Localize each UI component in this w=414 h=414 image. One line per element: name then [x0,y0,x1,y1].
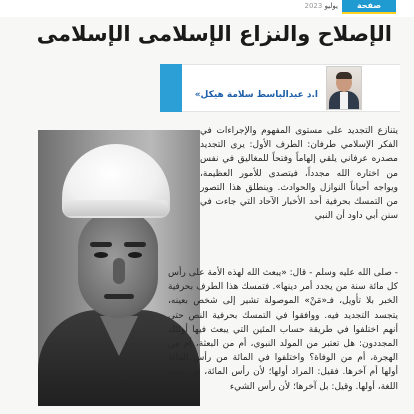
author-accent-bar [160,64,182,112]
article-body-top [200,124,398,266]
article-headline: الإصلاح والنزاع الإسلامى الإسلامى [36,22,392,46]
author-name: أ.د عبدالباسط سلامة هيكل» [194,90,318,100]
article-body-wide [168,266,398,414]
issue-date [303,2,339,10]
article-paragraph: - صلى الله عليه وسلم - قال: «يبعث الله لهذه الأمة على رأس كل مائة سنة من يجدد أمر دينها». فتمسك هذا الطرف بحرفية الخبر بلا تأويل، فـ«مَنْ» الموصولة تشير إلى شخص بعينه، يتجسد التجديد فيه. ووافقوا في التمسك بحرفية النص حتى أنهم اختلفوا في طريقة حساب المئين التي يبعث فيها أولئك المجددون: هل تعتبر من المولد النبوي، أم من البعثة، أم من الهجرة، أم من الوفاة؟ واختلفوا في المائة من رأس المائة أولها أم آخرها. فقيل: المراد أولها؛ لأن رأس المائة، من حيث اللغة، أولها. وقيل: بل آخرها؛ لأن رأس الشيء [168,268,398,392]
page-header-strip [0,0,414,17]
author-avatar [326,66,362,110]
issue-year: 2023 [304,2,323,10]
article-paragraph: يتنازع التجديد على مستوى المفهوم والإجراءات في الفكر الإسلامي طرفان: الطرف الأول: يرى التجديد مصدره عرفاني يلقي إلهاماً وفتحاً للمغاليق في نفس من اختاره الله مجدداً، فيتصدى للأمور العظيمة، ويواجه أحياناً النوازل والحوادث. وينطلق هذا التصور من التمسك بحرفية أحد الأخبار الآحاد التي جاءت في سنن أبي داود أن النبي [200,126,398,222]
issue-month: يوليو [324,2,338,10]
section-tag: صفحة [342,0,396,14]
author-box [160,64,400,112]
